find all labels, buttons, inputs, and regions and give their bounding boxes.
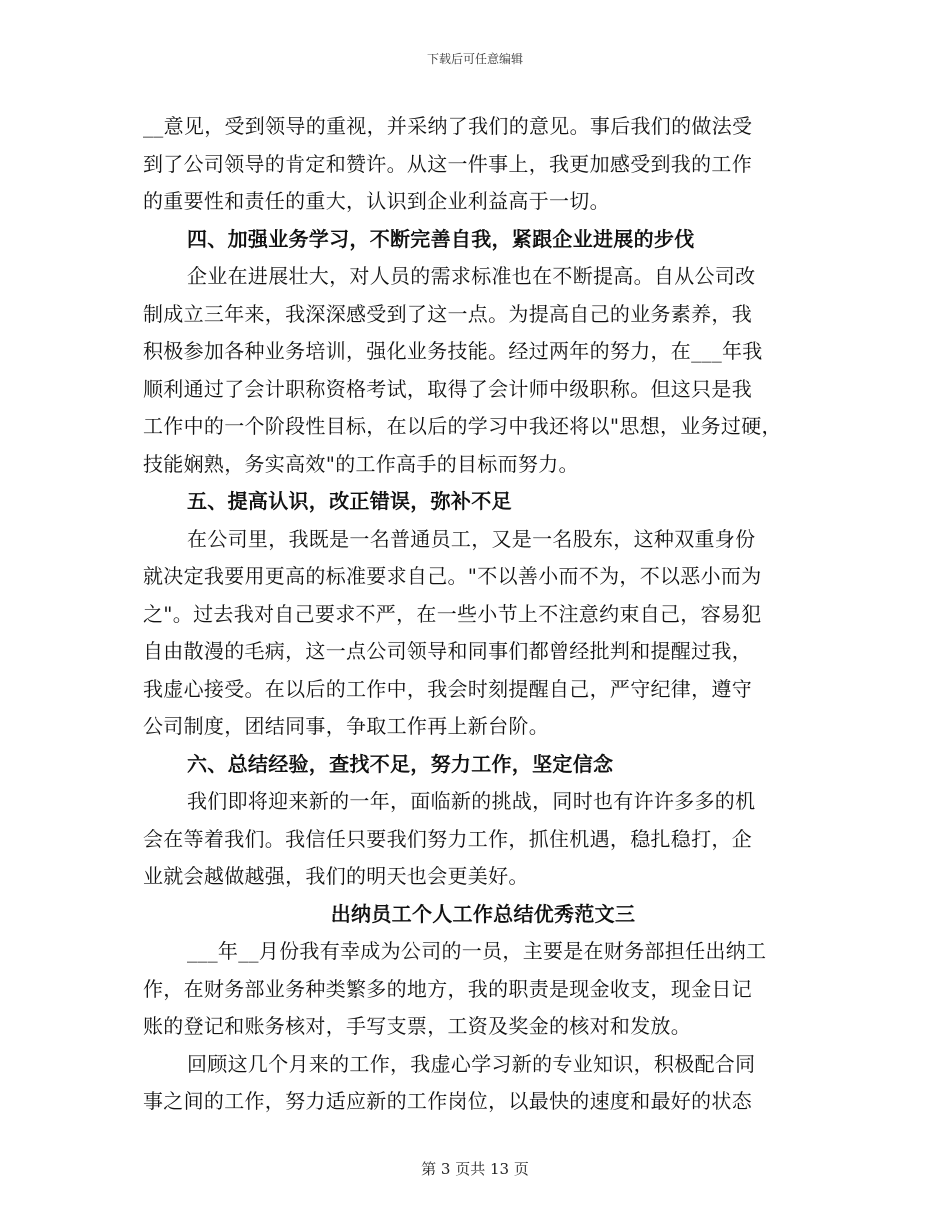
text-line: 之"。过去我对自己要求不严，在一些小节上不注意约束自己，容易犯 <box>143 601 762 626</box>
text-line: 我们即将迎来新的一年，面临新的挑战，同时也有许许多多的机 <box>187 789 756 813</box>
text-line: 回顾这几个月来的工作，我虚心学习新的专业知识，积极配合同 <box>187 1051 756 1076</box>
page-number-footer: 第 3 页共 13 页 <box>421 1160 529 1178</box>
text-line: 会在等着我们。我信任只要我们努力工作，抓住机遇，稳扎稳打，企 <box>143 826 752 851</box>
text-line: ___年__月份我有幸成为公司的一员，主要是在财务部担任出纳工 <box>187 939 767 963</box>
section-heading-6: 六、总结经验，查找不足，努力工作，坚定信念 <box>187 751 614 776</box>
document-body <box>143 108 823 1121</box>
article-title: 出纳员工个人工作总结优秀范文三 <box>330 901 636 926</box>
text-line: 到了公司领导的肯定和赞许。从这一件事上，我更加感受到我的工作 <box>143 151 752 176</box>
page-header-note: 下载后可任意编辑 <box>426 52 523 66</box>
text-line: 企业在进展壮大，对人员的需求标准也在不断提高。自从公司改 <box>187 264 756 288</box>
text-line: 公司制度，团结同事，争取工作再上新台阶。 <box>143 714 549 738</box>
text-line: 就决定我要用更高的标准要求自己。"不以善小而不为，不以恶小而为 <box>143 564 762 588</box>
text-line: 积极参加各种业务培训，强化业务技能。经过两年的努力，在___年我 <box>143 339 763 363</box>
text-line: 制成立三年来，我深深感受到了这一点。为提高自己的业务素养，我 <box>143 301 752 326</box>
text-line: 账的登记和账务核对，手写支票，工资及奖金的核对和发放。 <box>143 1014 692 1038</box>
text-line: 技能娴熟，务实高效"的工作高手的目标而努力。 <box>143 451 579 476</box>
text-line: 事之间的工作，努力适应新的工作岗位，以最快的速度和最好的状态 <box>143 1089 752 1113</box>
text-line: 自由散漫的毛病，这一点公司领导和同事们都曾经批判和提醒过我， <box>143 639 752 663</box>
section-heading-4: 四、加强业务学习，不断完善自我，紧跟企业进展的步伐 <box>187 226 695 251</box>
text-line: __意见，受到领导的重视，并采纳了我们的意见。事后我们的做法受 <box>143 114 753 138</box>
text-line: 业就会越做越强，我们的明天也会更美好。 <box>143 864 529 888</box>
section-heading-5: 五、提高认识，改正错误，弥补不足 <box>187 489 512 513</box>
text-line: 的重要性和责任的重大，认识到企业利益高于一切。 <box>143 189 610 213</box>
text-line: 我虚心接受。在以后的工作中，我会时刻提醒自己，严守纪律，遵守 <box>143 676 752 701</box>
text-line: 工作中的一个阶段性目标，在以后的学习中我还将以"思想，业务过硬， <box>143 414 782 438</box>
text-line: 作，在财务部业务种类繁多的地方，我的职责是现金收支，现金日记 <box>143 976 752 1001</box>
text-line: 在公司里，我既是一名普通员工，又是一名股东，这种双重身份 <box>187 526 756 551</box>
text-line: 顺利通过了会计职称资格考试，取得了会计师中级职称。但这只是我 <box>143 376 752 401</box>
